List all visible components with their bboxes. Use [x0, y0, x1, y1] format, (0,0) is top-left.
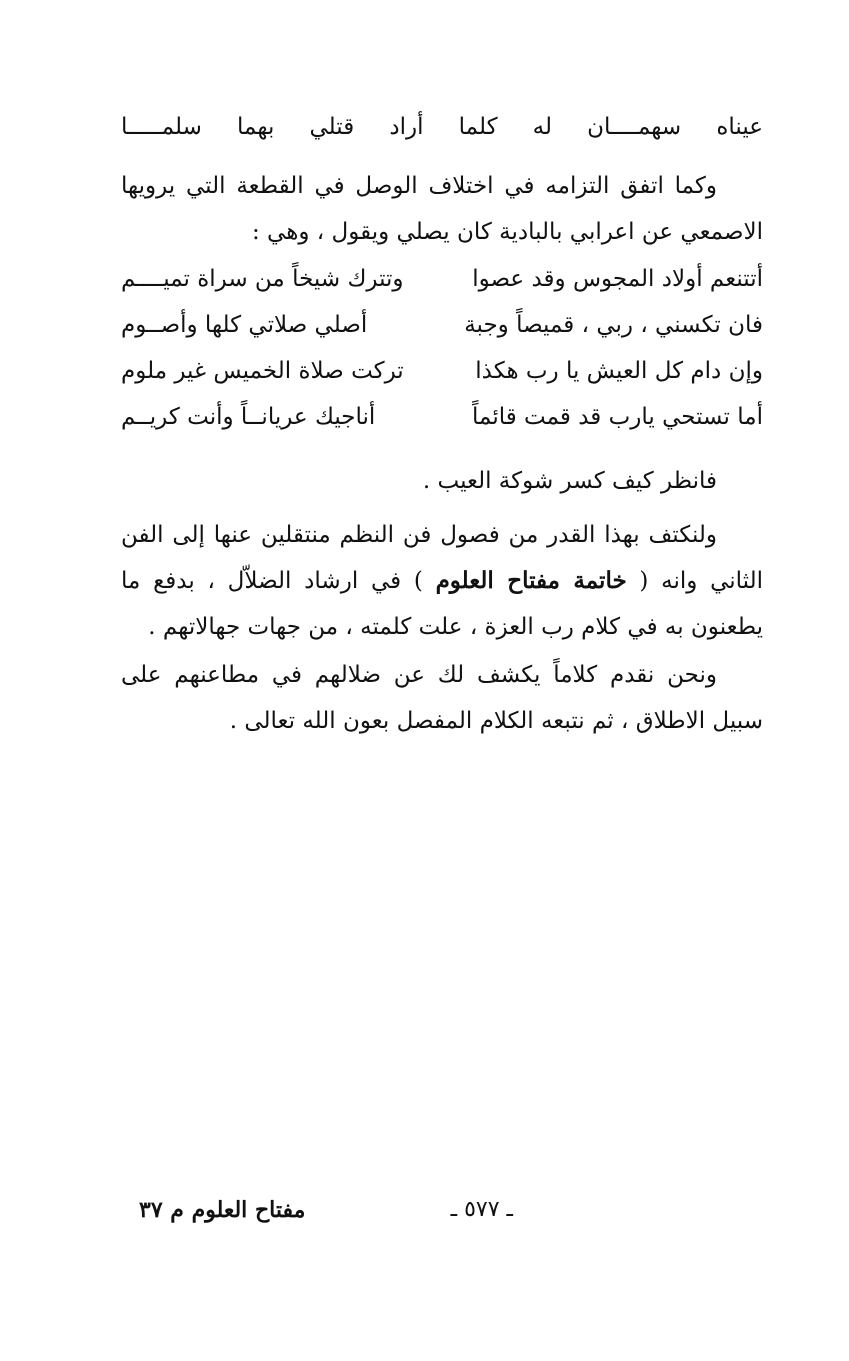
- verse-word: بهما: [237, 114, 275, 140]
- verse-word: سهمــــان: [587, 114, 682, 140]
- opening-verse-line: [121, 104, 763, 150]
- poem-second-hemistich: وتترك شيخاً من سراة تميــــم: [121, 266, 404, 292]
- poem-first-hemistich: أما تستحي يارب قد قمت قائماً: [472, 404, 763, 430]
- paragraph-2-block: [121, 512, 763, 650]
- intro-paragraph-block: [121, 163, 763, 255]
- verse-word: كلما: [458, 114, 498, 140]
- intro-paragraph: وكما اتفق التزامه في اختلاف الوصل في القطعة التي يرويها الاصمعي عن اعرابي بالبادية كان يصلي ويقول ، وهي :: [121, 173, 763, 245]
- verse-word: أراد: [389, 114, 424, 140]
- remark-block: [121, 458, 763, 504]
- poem-second-hemistich: تركت صلاة الخميس غير ملوم: [121, 358, 404, 384]
- poem-second-hemistich: أناجيك عريانــاً وأنت كريــم: [121, 404, 376, 430]
- signature-mark: مفتاح العلوم م ٣٧: [139, 1197, 306, 1223]
- poem-verse: [121, 256, 763, 302]
- page-footer: [121, 1190, 763, 1230]
- verse-word: قتلي: [309, 114, 355, 140]
- verse-word: له: [532, 114, 553, 140]
- paragraph-3: ونحن نقدم كلاماً يكشف لك عن ضلالهم في مطاعنهم على سبيل الاطلاق ، ثم نتبعه الكلام المفصل بعون الله تعالى .: [121, 662, 763, 734]
- poem-first-hemistich: فان تكسني ، ربي ، قميصاً وجبة: [464, 312, 763, 338]
- remark-text: فانظر كيف كسر شوكة العيب .: [422, 468, 717, 494]
- poem-verse: [121, 394, 763, 440]
- poem-first-hemistich: أتتنعم أولاد المجوس وقد عصوا: [472, 266, 763, 292]
- poem-first-hemistich: وإن دام كل العيش يا رب هكذا: [475, 358, 763, 384]
- page-number: ـ ٥٧٧ ـ: [450, 1197, 513, 1222]
- book-title-bold: خاتمة مفتاح العلوم: [435, 567, 627, 594]
- poem-verse: [121, 348, 763, 394]
- poem-verse: [121, 302, 763, 348]
- paragraph-2-end: ) في ارشاد الضلاّل ، بدفع ما يطعنون به في كلام رب العزة ، علت كلمته ، من جهات جهالاتهم .: [121, 568, 763, 640]
- paragraph-2: [121, 512, 763, 650]
- poem-second-hemistich: أصلي صلاتي كلها وأصــوم: [121, 312, 368, 338]
- verse-word: سلمـــــا: [121, 114, 202, 140]
- paragraph-3-block: [121, 652, 763, 744]
- verse-word: عيناه: [716, 114, 763, 140]
- paragraph-2-start: ولنكتف بهذا القدر من فصول فن النظم منتقلين عنها إلى الفن الثاني وانه (: [121, 522, 764, 594]
